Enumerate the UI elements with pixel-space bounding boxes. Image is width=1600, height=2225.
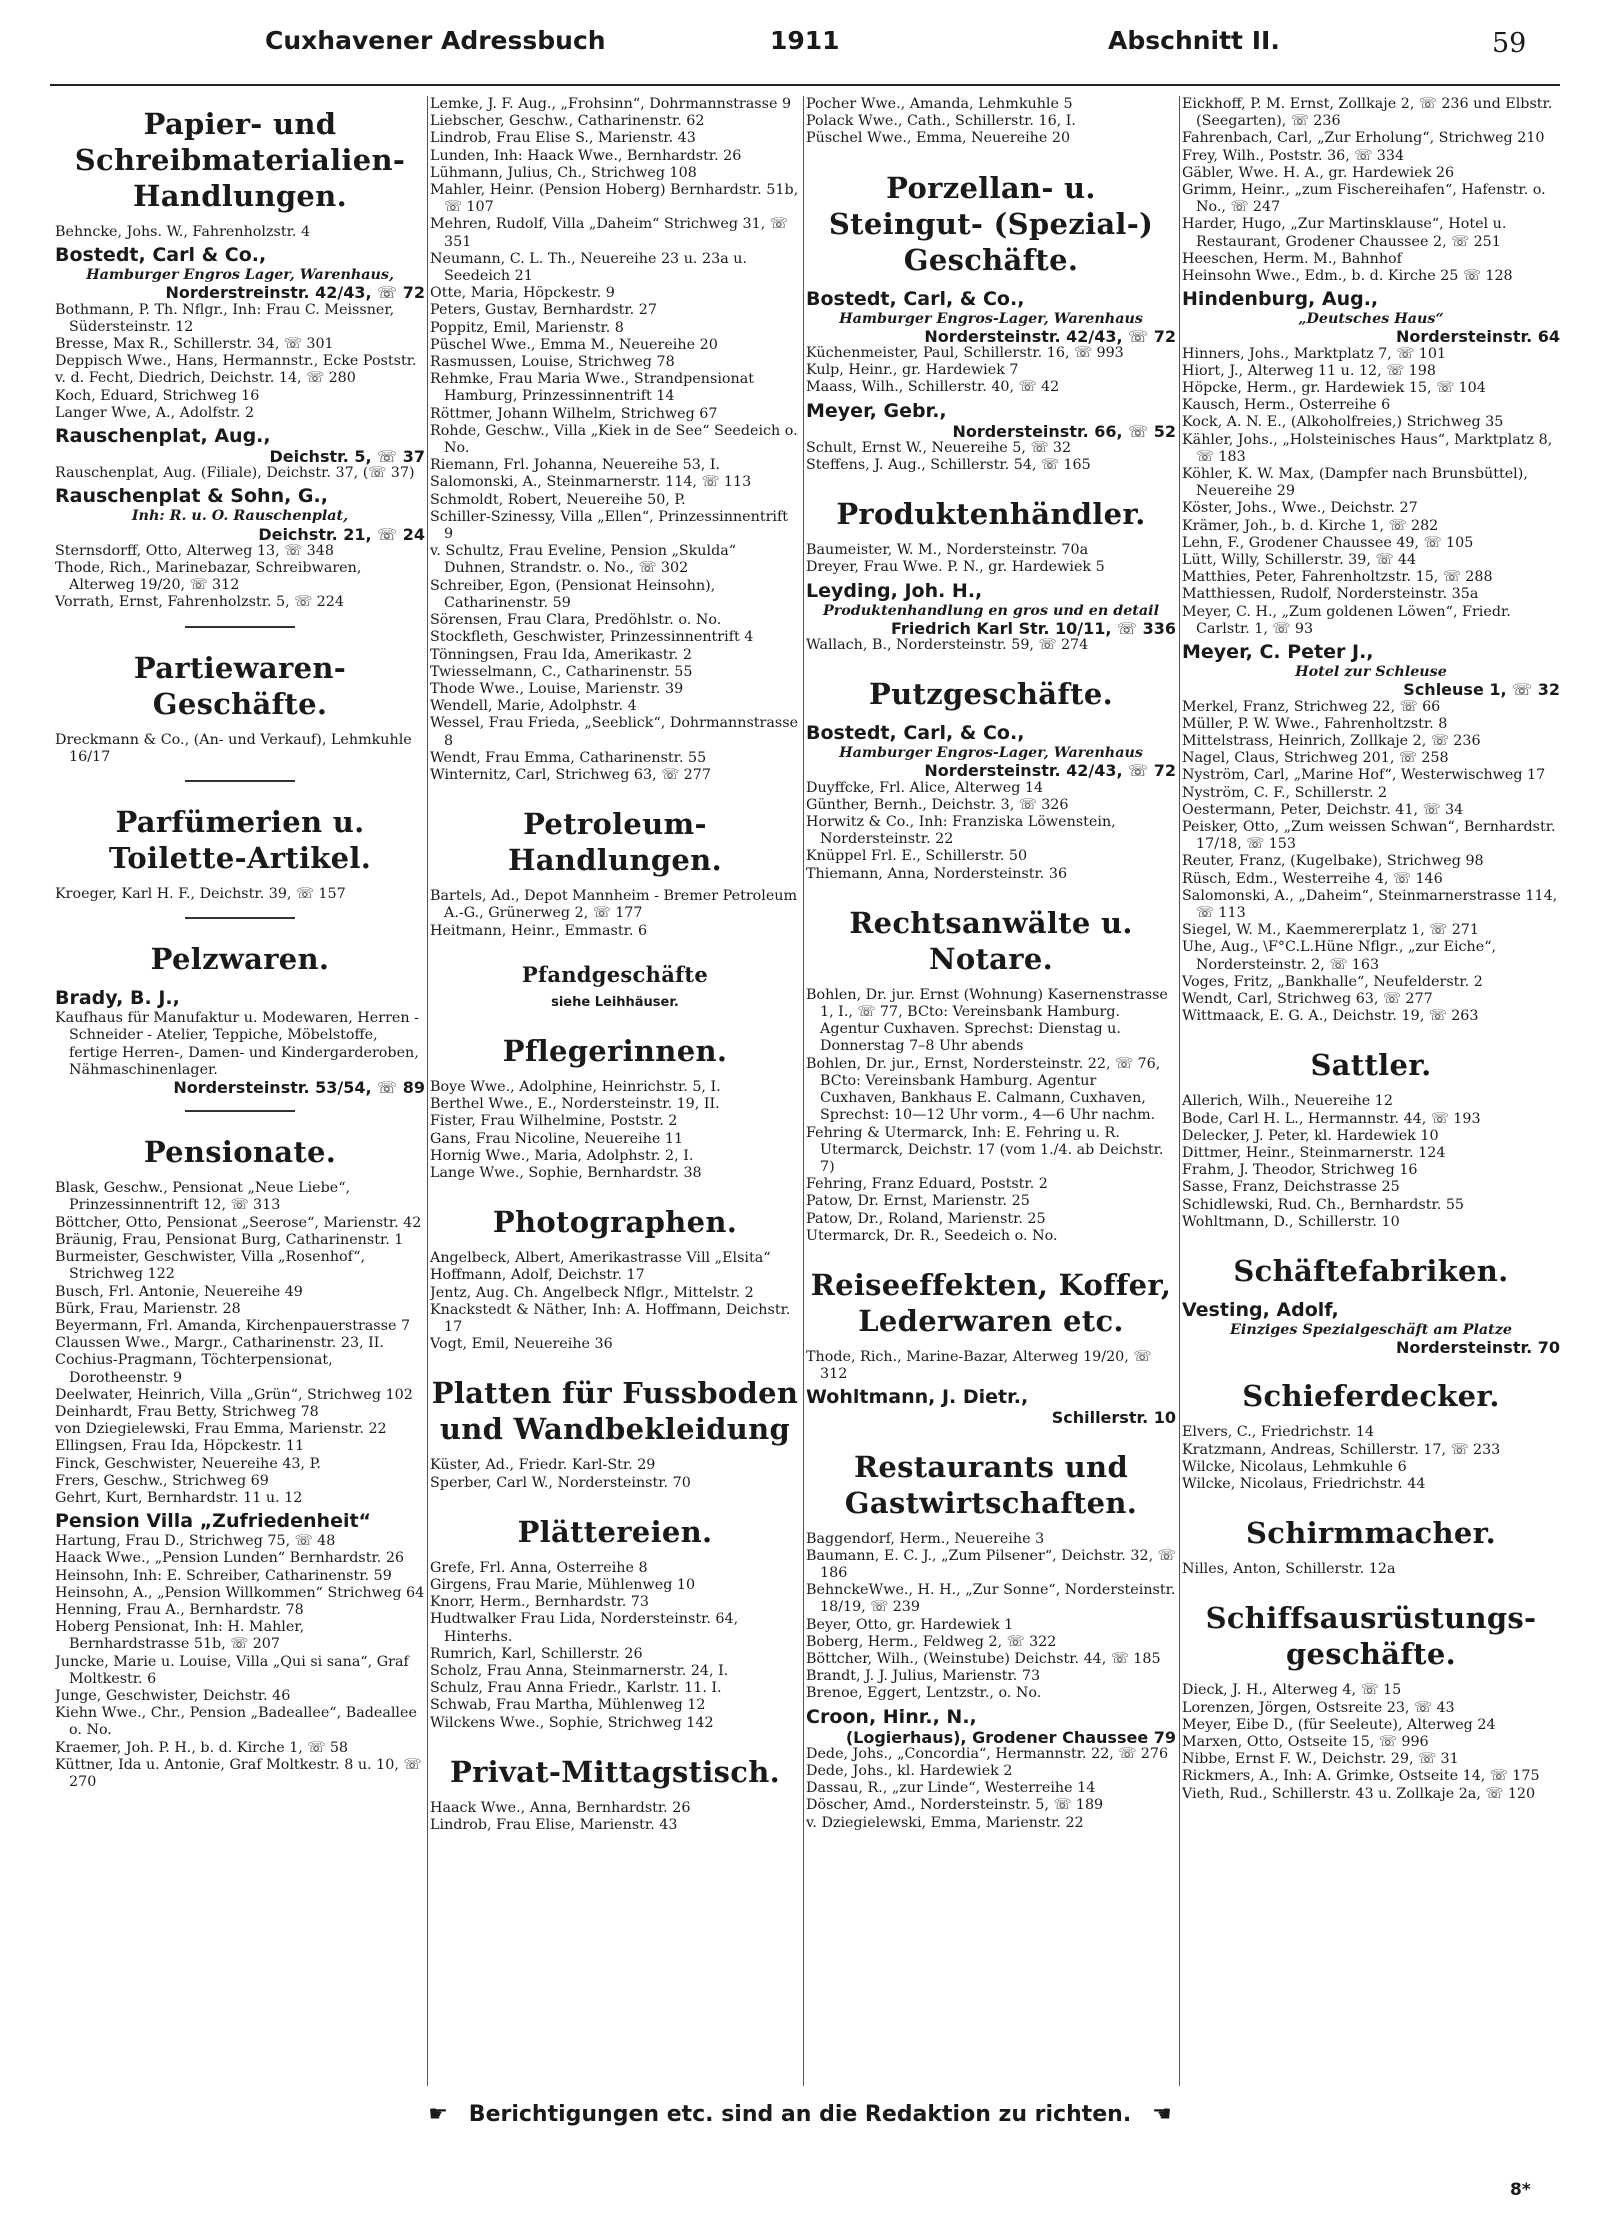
firm-description: Hotel zur Schleuse xyxy=(1295,664,1447,681)
directory-entry: Deppisch Wwe., Hans, Hermannstr., Ecke Poststr. xyxy=(55,353,417,370)
directory-entry: Günther, Bernh., Deichstr. 3, ☏ 326 xyxy=(806,796,1069,813)
directory-entry: Rohde, Geschw., Villa „Kiek in de See“ Seedeich o. No. xyxy=(430,422,798,457)
firm-description: Hamburger Engros Lager, Warenhaus, xyxy=(86,267,394,284)
directory-entry: v. Schultz, Frau Eveline, Pension „Skulda“ Duhnen, Strandstr. o. No., ☏ 302 xyxy=(430,543,737,577)
section-heading: Schieferdecker. xyxy=(1242,1379,1500,1414)
directory-entry: Baggendorf, Herm., Neuereihe 3 xyxy=(806,1530,1045,1547)
directory-entry: Dieck, J. H., Alterweg 4, ☏ 15 xyxy=(1182,1682,1402,1699)
directory-entry: Hinners, Johs., Marktplatz 7, ☏ 101 xyxy=(1182,345,1447,362)
firm-description: „Deutsches Haus“ xyxy=(1298,311,1444,328)
directory-entry: Köster, Johs., Wwe., Deichstr. 27 xyxy=(1182,500,1418,517)
page-number: 59 xyxy=(1492,28,1527,59)
directory-entry: Blask, Geschw., Pensionat „Neue Liebe“, Prinzessinnentrift 12, ☏ 313 xyxy=(55,1180,351,1214)
directory-entry: Bartels, Ad., Depot Mannheim - Bremer Petroleum A.-G., Grünerweg 2, ☏ 177 xyxy=(430,888,798,922)
firm-address: Deichstr. 21, ☏ 24 xyxy=(258,524,425,544)
firm-name: Meyer, Gebr., xyxy=(806,399,947,422)
directory-entry: Lütt, Willy, Schillerstr. 39, ☏ 44 xyxy=(1182,552,1417,569)
directory-entry: Mittelstrass, Heinrich, Zollkaje 2, ☏ 236 xyxy=(1182,732,1481,749)
directory-entry: Duyffcke, Frl. Alice, Alterweg 14 xyxy=(806,779,1044,796)
section-heading: Rechtsanwälte u. Notare. xyxy=(849,905,1133,976)
directory-entry: Fahrenbach, Carl, „Zur Erholung“, Strichweg 210 xyxy=(1182,130,1545,147)
section-heading: Platten für Fussboden und Wandbekleidung xyxy=(431,1376,799,1447)
directory-entry: Pocher Wwe., Amanda, Lehmkuhle 5 xyxy=(806,96,1073,112)
directory-entry: Koch, Eduard, Strichweg 16 xyxy=(55,387,260,404)
directory-entry: Poppitz, Emil, Marienstr. 8 xyxy=(430,319,624,336)
firm-name: Rauschenplat, Aug., xyxy=(55,425,271,448)
firm-name: Wohltmann, J. Dietr., xyxy=(806,1386,1029,1409)
directory-entry: Beyermann, Frl. Amanda, Kirchenpauerstrasse 7 xyxy=(55,1317,411,1334)
directory-entry: Liebscher, Geschw., Catharinenstr. 62 xyxy=(430,113,705,130)
directory-entry: Grimm, Heinr., „zum Fischereihafen“, Hafenstr. o. No., ☏ 247 xyxy=(1182,182,1546,216)
directory-entry: Hoffmann, Adolf, Deichstr. 17 xyxy=(430,1267,645,1284)
firm-address: Nordersteinstr. 42/43, ☏ 72 xyxy=(924,761,1176,781)
directory-entry: Wallach, B., Nordersteinstr. 59, ☏ 274 xyxy=(806,637,1089,654)
directory-entry: Fehring, Franz Eduard, Poststr. 2 xyxy=(806,1176,1048,1193)
directory-entry: Heinsohn, Inh: E. Schreiber, Catharinenstr. 59 xyxy=(55,1567,392,1584)
directory-entry: Brandt, J. J. Julius, Marienstr. 73 xyxy=(806,1668,1041,1685)
directory-entry: Girgens, Frau Marie, Mühlenweg 10 xyxy=(430,1576,696,1593)
header-rule xyxy=(50,84,1560,86)
directory-entry: Kausch, Herm., Osterreihe 6 xyxy=(1182,397,1391,414)
directory-entry: Rickmers, A., Inh: A. Grimke, Ostseite 14, ☏ 175 xyxy=(1182,1768,1540,1785)
directory-entry: Baumann, E. C. J., „Zum Pilsener“, Deichstr. 32, ☏ 186 xyxy=(806,1547,1176,1581)
directory-entry: Lühmann, Julius, Ch., Strichweg 108 xyxy=(430,164,697,181)
directory-entry: Knüppel Frl. E., Schillerstr. 50 xyxy=(806,848,1028,865)
directory-entry: Wendt, Frau Emma, Catharinenstr. 55 xyxy=(430,749,707,766)
section-heading: Photographen. xyxy=(492,1205,738,1240)
column-divider xyxy=(803,96,804,2086)
directory-entry: Dittmer, Heinr., Steinmarnerstr. 124 xyxy=(1182,1144,1446,1161)
section-heading: Sattler. xyxy=(1310,1048,1432,1083)
book-title: Cuxhavener Adressbuch xyxy=(265,26,606,55)
column-divider xyxy=(427,96,428,2086)
directory-entry: Voges, Fritz, „Bankhalle“, Neufelderstr. 2 xyxy=(1182,973,1483,990)
directory-entry: Fister, Frau Wilhelmine, Poststr. 2 xyxy=(430,1113,678,1130)
directory-entry: Dede, Johs., kl. Hardewiek 2 xyxy=(806,1762,1013,1779)
column-3 xyxy=(806,96,1176,2086)
directory-entry: Jentz, Aug. Ch. Angelbeck Nflgr., Mittelstr. 2 xyxy=(430,1284,754,1301)
pointing-hand-icon: ☚ xyxy=(1152,2102,1172,2127)
directory-entry: Meyer, Eibe D., (für Seeleute), Alterweg 24 xyxy=(1182,1716,1496,1733)
directory-entry: Neumann, C. L. Th., Neuereihe 23 u. 23a u. Seedeich 21 xyxy=(430,250,748,285)
firm-description: Inh: R. u. O. Rauschenplat, xyxy=(131,508,349,525)
directory-entry: Wilckens Wwe., Sophie, Strichweg 142 xyxy=(430,1714,714,1731)
directory-entry: Patow, Dr., Roland, Marienstr. 25 xyxy=(806,1210,1046,1227)
section-heading: Schiffsausrüstungs-geschäfte. xyxy=(1205,1601,1537,1672)
directory-entry: Vorrath, Ernst, Fahrenholzstr. 5, ☏ 224 xyxy=(55,594,344,611)
directory-entry: Steffens, J. Aug., Schillerstr. 54, ☏ 165 xyxy=(806,457,1091,474)
directory-entry: Bohlen, Dr. jur., Ernst, Nordersteinstr. 22, ☏ 76, BCto: Vereinsbank Hamburg. Agentur Cuxhaven, Bankhaus E. Calmann, Cuxhaven, Sprechst: 10—12 Uhr vorm., 4—6 Uhr nachm. xyxy=(806,1055,1161,1124)
directory-entry: Lehn, F., Grodener Chaussee 49, ☏ 105 xyxy=(1182,534,1474,551)
directory-entry: Boberg, Herm., Feldweg 2, ☏ 322 xyxy=(806,1633,1057,1650)
directory-entry: Twiesselmann, C., Catharinenstr. 55 xyxy=(430,663,693,680)
directory-entry: Krämer, Joh., b. d. Kirche 1, ☏ 282 xyxy=(1182,517,1439,534)
directory-entry: Lindrob, Frau Elise S., Marienstr. 43 xyxy=(430,130,696,147)
firm-name: Bostedt, Carl & Co., xyxy=(55,244,267,267)
directory-entry: Nyström, Carl, „Marine Hof“, Westerwischweg 17 xyxy=(1182,767,1546,784)
directory-entry: Grefe, Frl. Anna, Osterreihe 8 xyxy=(430,1559,648,1576)
directory-entry: Winternitz, Carl, Strichweg 63, ☏ 277 xyxy=(430,766,711,783)
directory-entry: Matthiessen, Rudolf, Nordersteinstr. 35a xyxy=(1182,586,1479,603)
directory-entry: Vogt, Emil, Neuereihe 36 xyxy=(430,1336,613,1353)
directory-entry: Patow, Dr. Ernst, Marienstr. 25 xyxy=(806,1193,1030,1210)
directory-entry: Siegel, W. M., Kaemmererplatz 1, ☏ 271 xyxy=(1182,922,1479,939)
directory-entry: BehnckeWwe., H. H., „Zur Sonne“, Nordersteinstr. 18/19, ☏ 239 xyxy=(806,1582,1176,1616)
column-1 xyxy=(55,96,425,2086)
directory-entry: Juncke, Marie u. Louise, Villa „Qui si sana“, Graf Moltkestr. 6 xyxy=(55,1653,409,1687)
section-heading: Petroleum-Handlungen. xyxy=(508,807,722,878)
directory-entry: Angelbeck, Albert, Amerikastrasse Vill „Elsita“ xyxy=(430,1250,771,1267)
directory-entry: Hudtwalker Frau Lida, Nordersteinstr. 64, Hinterhs. xyxy=(430,1611,739,1645)
section-rule xyxy=(185,780,295,782)
directory-entry: Bresse, Max R., Schillerstr. 34, ☏ 301 xyxy=(55,336,334,353)
directory-entry: Nagel, Claus, Strichweg 201, ☏ 258 xyxy=(1182,750,1449,767)
directory-entry: Salomonski, A., „Daheim“, Steinmarnerstrasse 114, ☏ 113 xyxy=(1182,887,1558,921)
section-heading: Papier- und Schreibmaterialien-Handlungen. xyxy=(74,107,406,213)
section-heading: Putzgeschäfte. xyxy=(869,677,1113,712)
directory-entry: Kroeger, Karl H. F., Deichstr. 39, ☏ 157 xyxy=(55,886,346,903)
firm-name: Croon, Hinr., N., xyxy=(806,1705,977,1728)
directory-entry: Berthel Wwe., E., Nordersteinstr. 19, II. xyxy=(430,1096,720,1113)
directory-entry: Allerich, Wilh., Neuereihe 12 xyxy=(1182,1093,1393,1110)
directory-entry: Baumeister, W. M., Nordersteinstr. 70a xyxy=(806,542,1089,559)
section-heading: Parfümerien u. Toilette-Artikel. xyxy=(108,805,372,876)
directory-entry: Köhler, K. W. Max, (Dampfer nach Brunsbüttel), Neuereihe 29 xyxy=(1182,466,1528,500)
directory-entry: Thode Wwe., Louise, Marienstr. 39 xyxy=(430,680,684,697)
directory-entry: Frey, Wilh., Poststr. 36, ☏ 334 xyxy=(1182,147,1405,164)
firm-address: Schillerstr. 10 xyxy=(1051,1408,1176,1428)
directory-entry: Heeschen, Herm. M., Bahnhof xyxy=(1182,250,1402,267)
directory-entry: v. Dziegielewski, Emma, Marienstr. 22 xyxy=(806,1814,1084,1831)
directory-entry: Beyer, Otto, gr. Hardewiek 1 xyxy=(806,1616,1014,1633)
footer-text: Berichtigungen etc. sind an die Redaktion zu richten. xyxy=(468,2102,1132,2127)
firm-address: Nordersteinstr. 53/54, ☏ 89 xyxy=(173,1078,425,1098)
firm-address: Norderstreinstr. 42/43, ☏ 72 xyxy=(165,283,425,303)
firm-name: Hindenburg, Aug., xyxy=(1182,288,1379,311)
firm-name: Leyding, Joh. H., xyxy=(806,579,983,602)
directory-entry: Schulz, Frau Anna Friedr., Karlstr. 11. I. xyxy=(430,1680,722,1697)
directory-entry: Gäbler, Wwe. H. A., gr. Hardewiek 26 xyxy=(1182,164,1455,181)
directory-entry: v. d. Fecht, Diedrich, Deichstr. 14, ☏ 280 xyxy=(55,370,356,387)
section-heading: Pensionate. xyxy=(143,1135,337,1170)
directory-entry: Rehmke, Frau Maria Wwe., Strandpensionat Hamburg, Prinzessinnentrift 14 xyxy=(430,371,754,405)
firm-address: (Logierhaus), Grodener Chaussee 79 xyxy=(845,1727,1176,1747)
directory-entry: Utermarck, Dr. R., Seedeich o. No. xyxy=(806,1227,1058,1244)
section-heading: Pfandgeschäfte xyxy=(521,961,709,987)
firm-address: Nordersteinstr. 64 xyxy=(1395,327,1560,347)
directory-entry: Frahm, J. Theodor, Strichweg 16 xyxy=(1182,1162,1418,1179)
directory-entry: Cochius-Pragmann, Töchterpensionat, Dorotheenstr. 9 xyxy=(55,1352,333,1386)
directory-entry: Kiehn Wwe., Chr., Pension „Badeallee“, Badeallee o. No. xyxy=(55,1705,417,1739)
directory-entry: Merkel, Franz, Strichweg 22, ☏ 66 xyxy=(1182,698,1441,715)
directory-entry: Tönningsen, Frau Ida, Amerikastr. 2 xyxy=(430,646,692,663)
directory-entry: Thode, Rich., Marinebazar, Schreibwaren, Alterweg 19/20, ☏ 312 xyxy=(55,560,362,594)
section-heading: Privat-Mittagstisch. xyxy=(449,1754,781,1789)
directory-entry: Sperber, Carl W., Nordersteinstr. 70 xyxy=(430,1474,691,1491)
firm-description: Hamburger Engros-Lager, Warenhaus xyxy=(839,310,1143,327)
section-heading: Schäftefabriken. xyxy=(1233,1253,1509,1288)
section-heading: Pflegerinnen. xyxy=(502,1033,728,1068)
directory-entry: Kock, A. N. E., (Alkoholfreies,) Strichweg 35 xyxy=(1182,414,1504,431)
directory-entry: Dreckmann & Co., (An- und Verkauf), Lehmkuhle 16/17 xyxy=(55,731,412,765)
directory-entry: Bürk, Frau, Marienstr. 28 xyxy=(55,1300,241,1317)
section-heading: Reiseeffekten, Koffer, Lederwaren etc. xyxy=(810,1267,1172,1338)
directory-entry: Knackstedt & Näther, Inh: A. Hoffmann, Deichstr. 17 xyxy=(430,1301,791,1335)
directory-entry: Wittmaack, E. G. A., Deichstr. 19, ☏ 263 xyxy=(1182,1008,1479,1025)
directory-entry: Vieth, Rud., Schillerstr. 43 u. Zollkaje 2a, ☏ 120 xyxy=(1182,1785,1536,1802)
directory-entry: Schidlewski, Rud. Ch., Bernhardstr. 55 xyxy=(1182,1196,1465,1213)
directory-entry: Peters, Gustav, Bernhardstr. 27 xyxy=(430,302,657,319)
directory-entry: Püschel Wwe., Emma, Neuereihe 20 xyxy=(806,130,1071,147)
directory-entry: Bräunig, Frau, Pensionat Burg, Catharinenstr. 1 xyxy=(55,1231,404,1248)
section-heading: Schirmmacher. xyxy=(1246,1516,1496,1551)
directory-entry: Behncke, Johs. W., Fahrenholzstr. 4 xyxy=(55,224,311,240)
firm-description: Hamburger Engros-Lager, Warenhaus xyxy=(839,745,1143,762)
directory-entry: Deelwater, Heinrich, Villa „Grün“, Strichweg 102 xyxy=(55,1386,413,1403)
directory-entry: Riemann, Frl. Johanna, Neuereihe 53, I. xyxy=(430,457,721,474)
directory-entry: Küchenmeister, Paul, Schillerstr. 16, ☏ 993 xyxy=(806,345,1124,362)
directory-entry: Püschel Wwe., Emma M., Neuereihe 20 xyxy=(430,336,718,353)
pointing-hand-icon: ☛ xyxy=(428,2102,448,2127)
directory-entry: Otte, Maria, Höpckestr. 9 xyxy=(430,285,615,302)
directory-entry: Lange Wwe., Sophie, Bernhardstr. 38 xyxy=(430,1164,702,1181)
directory-entry: Schiller-Szinessy, Villa „Ellen“, Prinzessinnentrift 9 xyxy=(430,508,789,543)
directory-entry: Burmeister, Geschwister, Villa „Rosenhof“, Strichweg 122 xyxy=(55,1249,366,1283)
firm-address: Schleuse 1, ☏ 32 xyxy=(1403,680,1560,700)
directory-entry: Bohlen, Dr. jur. Ernst (Wohnung) Kasernenstrasse 1, I., ☏ 77, BCto: Vereinsbank Hamburg. Agentur Cuxhaven. Sprechst: Dienstag u. Donnerstag 7–8 Uhr abends xyxy=(806,986,1168,1055)
directory-entry: Mahler, Heinr. (Pension Hoberg) Bernhardstr. 51b, ☏ 107 xyxy=(430,182,799,216)
column-divider xyxy=(1179,96,1180,2086)
section-rule xyxy=(185,1110,295,1112)
directory-entry: Wilcke, Nicolaus, Friedrichstr. 44 xyxy=(1182,1476,1426,1492)
directory-entry: Elvers, C., Friedrichstr. 14 xyxy=(1182,1424,1375,1441)
directory-entry: Kulp, Heinr., gr. Hardewiek 7 xyxy=(806,362,1019,379)
directory-entry: Langer Wwe, A., Adolfstr. 2 xyxy=(55,404,255,421)
directory-entry: Sörensen, Frau Clara, Predöhlstr. o. No. xyxy=(430,612,722,629)
directory-entry: Heitmann, Heinr., Emmastr. 6 xyxy=(430,922,648,939)
section-crossref: siehe Leihhäuser. xyxy=(551,994,679,1010)
firm-name: Vesting, Adolf, xyxy=(1182,1298,1339,1321)
directory-entry: Schult, Ernst W., Neuereihe 5, ☏ 32 xyxy=(806,439,1072,456)
directory-entry: Döscher, Amd., Nordersteinstr. 5, ☏ 189 xyxy=(806,1797,1104,1814)
directory-entry: Lemke, J. F. Aug., „Frohsinn“, Dohrmannstrasse 9 xyxy=(430,96,792,112)
directory-entry: Nyström, C. F., Schillerstr. 2 xyxy=(1182,784,1388,801)
directory-entry: Peisker, Otto, „Zum weissen Schwan“, Bernhardstr. 17/18, ☏ 153 xyxy=(1182,818,1556,853)
directory-entry: Mehren, Rudolf, Villa „Daheim“ Strichweg 31, ☏ 351 xyxy=(430,216,788,250)
directory-entry: Gehrt, Kurt, Bernhardstr. 11 u. 12 xyxy=(55,1489,303,1506)
section-heading: Produktenhändler. xyxy=(836,497,1146,532)
firm-name: Brady, B. J., xyxy=(55,987,180,1010)
firm-address: Nordersteinstr. 66, ☏ 52 xyxy=(952,421,1176,441)
directory-entry: Gans, Frau Nicoline, Neuereihe 11 xyxy=(430,1130,684,1147)
directory-entry: Schmoldt, Robert, Neuereihe 50, P. xyxy=(430,491,686,508)
directory-entry: Kratzmann, Andreas, Schillerstr. 17, ☏ 233 xyxy=(1182,1441,1501,1458)
directory-entry: Kaufhaus für Manufaktur u. Modewaren, Herren - Schneider - Atelier, Teppiche, Möbelstoffe, fertige Herren-, Damen- und Kindergarderoben, Nähmaschinenlager. xyxy=(55,1010,419,1078)
section-heading: Partiewaren-Geschäfte. xyxy=(133,650,347,721)
directory-entry: Küster, Ad., Friedr. Karl-Str. 29 xyxy=(430,1457,656,1474)
directory-entry: Maass, Wilh., Schillerstr. 40, ☏ 42 xyxy=(806,379,1060,396)
directory-entry: Thode, Rich., Marine-Bazar, Alterweg 19/20, ☏ 312 xyxy=(806,1348,1152,1383)
directory-entry: Dede, Johs., „Concordia“, Hermannstr. 22, ☏ 276 xyxy=(806,1745,1169,1762)
directory-entry: Bothmann, P. Th. Nflgr., Inh: Frau C. Meissner, Südersteinstr. 12 xyxy=(55,301,395,335)
directory-entry: Eickhoff, P. M. Ernst, Zollkaje 2, ☏ 236 und Elbstr. (Seegarten), ☏ 236 xyxy=(1182,96,1553,130)
directory-entry: Fehring & Utermarck, Inh: E. Fehring u. R. Utermarck, Deichstr. 17 (vom 1./4. ab Deichstr. 7) xyxy=(806,1124,1164,1175)
directory-entry: Schwab, Frau Martha, Mühlenweg 12 xyxy=(430,1697,706,1714)
year: 1911 xyxy=(770,26,840,55)
firm-address: Nordersteinstr. 70 xyxy=(1395,1338,1560,1358)
directory-entry: Böttcher, Otto, Pensionat „Seerose“, Marienstr. 42 xyxy=(55,1214,422,1231)
firm-name: Bostedt, Carl, & Co., xyxy=(806,722,1025,745)
directory-entry: Haack Wwe., Anna, Bernhardstr. 26 xyxy=(430,1799,691,1816)
directory-entry: Meyer, C. H., „Zum goldenen Löwen“, Friedr. Carlstr. 1, ☏ 93 xyxy=(1182,603,1511,637)
section-rule xyxy=(185,917,295,919)
directory-entry: Wohltmann, D., Schillerstr. 10 xyxy=(1182,1213,1400,1230)
section-heading: Restaurants und Gastwirtschaften. xyxy=(844,1449,1138,1520)
column-2 xyxy=(430,96,800,2086)
directory-entry: Delecker, J. Peter, kl. Hardewiek 10 xyxy=(1182,1127,1439,1144)
directory-entry: Kraemer, Joh. P. H., b. d. Kirche 1, ☏ 58 xyxy=(55,1739,349,1756)
footer-notice xyxy=(0,2102,1600,2127)
directory-entry: Dreyer, Frau Wwe. P. N., gr. Hardewiek 5 xyxy=(806,559,1105,576)
directory-entry: Wilcke, Nicolaus, Lehmkuhle 6 xyxy=(1182,1458,1407,1475)
directory-entry: Ellingsen, Frau Ida, Höpckestr. 11 xyxy=(55,1438,305,1455)
directory-entry: Hoberg Pensionat, Inh: H. Mahler, Bernhardstrasse 51b, ☏ 207 xyxy=(55,1619,305,1653)
section-heading: Plättereien. xyxy=(517,1514,713,1549)
directory-entry: Brenoe, Eggert, Lentzstr., o. No. xyxy=(806,1685,1042,1702)
directory-entry: Böttcher, Wilh., (Weinstube) Deichstr. 44, ☏ 185 xyxy=(806,1650,1161,1667)
directory-entry: Rüsch, Edm., Westerreihe 4, ☏ 146 xyxy=(1182,870,1443,887)
directory-entry: Harder, Hugo, „Zur Martinsklause“, Hotel u. Restaurant, Grodener Chaussee 2, ☏ 251 xyxy=(1182,216,1507,250)
directory-entry: Haack Wwe., „Pension Lunden“ Bernhardstr. 26 xyxy=(55,1550,405,1567)
directory-entry: Schreiber, Egon, (Pensionat Heinsohn), Catharinenstr. 59 xyxy=(430,577,716,611)
directory-entry: Busch, Frl. Antonie, Neuereihe 49 xyxy=(55,1283,303,1300)
directory-entry: Scholz, Frau Anna, Steinmarnerstr. 24, I. xyxy=(430,1663,729,1679)
directory-entry: Polack Wwe., Cath., Schillerstr. 16, I. xyxy=(806,113,1076,130)
directory-entry: Nilles, Anton, Schillerstr. 12a xyxy=(1182,1561,1396,1578)
directory-entry: Frers, Geschw., Strichweg 69 xyxy=(55,1472,269,1489)
directory-entry: Hartung, Frau D., Strichweg 75, ☏ 48 xyxy=(55,1533,336,1550)
directory-entry: Deinhardt, Frau Betty, Strichweg 78 xyxy=(55,1403,319,1420)
directory-entry: Horwitz & Co., Inh: Franziska Löwenstein, Nordersteinstr. 22 xyxy=(806,814,1116,848)
firm-name: Rauschenplat & Sohn, G., xyxy=(55,485,328,508)
firm-address: Friedrich Karl Str. 10/11, ☏ 336 xyxy=(891,618,1176,638)
directory-entry: Oestermann, Peter, Deichstr. 41, ☏ 34 xyxy=(1182,801,1464,818)
directory-entry: Rumrich, Karl, Schillerstr. 26 xyxy=(430,1645,643,1662)
directory-entry: Nibbe, Ernst F. W., Deichstr. 29, ☏ 31 xyxy=(1182,1751,1459,1768)
column-4 xyxy=(1182,96,1560,2086)
directory-entry: Müller, P. W. Wwe., Fahrenholtzstr. 8 xyxy=(1182,715,1448,732)
directory-entry: von Dziegielewski, Frau Emma, Marienstr. 22 xyxy=(55,1421,387,1438)
directory-entry: Küttner, Ida u. Antonie, Graf Moltkestr. 8 u. 10, ☏ 270 xyxy=(55,1756,422,1790)
directory-entry: Wendell, Marie, Adolphstr. 4 xyxy=(430,698,637,715)
directory-entry: Hornig Wwe., Maria, Adolphstr. 2, I. xyxy=(430,1147,694,1164)
directory-entry: Heinsohn, A., „Pension Willkommen“ Strichweg 64 xyxy=(55,1584,425,1601)
directory-entry: Kähler, Johs., „Holsteinisches Haus“, Marktplatz 8, ☏ 183 xyxy=(1182,431,1553,465)
directory-entry: Heinsohn Wwe., Edm., b. d. Kirche 25 ☏ 128 xyxy=(1182,268,1513,285)
section-heading: Porzellan- u. Steingut- (Spezial-) Geschäfte. xyxy=(828,170,1154,277)
directory-entry: Dassau, R., „zur Linde“, Westerreihe 14 xyxy=(806,1780,1096,1797)
directory-entry: Boye Wwe., Adolphine, Heinrichstr. 5, I. xyxy=(430,1078,721,1095)
directory-entry: Matthies, Peter, Fahrenholtzstr. 15, ☏ 288 xyxy=(1182,569,1493,586)
directory-entry: Knorr, Herm., Bernhardstr. 73 xyxy=(430,1594,649,1611)
firm-name: Pension Villa „Zufriedenheit“ xyxy=(55,1510,372,1533)
directory-entry: Röttmer, Johann Wilhelm, Strichweg 67 xyxy=(430,405,718,422)
firm-address: Deichstr. 5, ☏ 37 xyxy=(269,447,425,467)
directory-entry: Lunden, Inh: Haack Wwe., Bernhardstr. 26 xyxy=(430,147,742,164)
firm-address: Nordersteinstr. 42/43, ☏ 72 xyxy=(924,326,1176,346)
section-rule xyxy=(185,626,295,628)
directory-entry: Bode, Carl H. L., Hermannstr. 44, ☏ 193 xyxy=(1182,1110,1481,1127)
firm-name: Bostedt, Carl, & Co., xyxy=(806,287,1025,310)
directory-entry: Junge, Geschwister, Deichstr. 46 xyxy=(55,1687,291,1704)
directory-entry: Thiemann, Anna, Nordersteinstr. 36 xyxy=(806,865,1068,882)
directory-entry: Sternsdorff, Otto, Alterweg 13, ☏ 348 xyxy=(55,542,334,559)
firm-description: Einziges Spezialgeschäft am Platze xyxy=(1230,1321,1512,1338)
directory-entry: Höpcke, Herm., gr. Hardewiek 15, ☏ 104 xyxy=(1182,380,1486,397)
firm-name: Meyer, C. Peter J., xyxy=(1182,641,1374,664)
directory-entry: Finck, Geschwister, Neuereihe 43, P. xyxy=(55,1455,321,1472)
directory-entry: Hiort, J., Alterweg 11 u. 12, ☏ 198 xyxy=(1182,362,1436,379)
directory-entry: Rauschenplat, Aug. (Filiale), Deichstr. 37, (☏ 37) xyxy=(55,465,415,482)
directory-entry: Salomonski, A., Steinmarnerstr. 114, ☏ 113 xyxy=(430,474,752,491)
directory-entry: Reuter, Franz, (Kugelbake), Strichweg 98 xyxy=(1182,853,1484,870)
directory-entry: Stockfleth, Geschwister, Prinzessinnentrift 4 xyxy=(430,629,754,646)
section-heading: Pelzwaren. xyxy=(150,942,330,977)
directory-entry: Lorenzen, Jörgen, Ostsreite 23, ☏ 43 xyxy=(1182,1699,1455,1716)
directory-entry: Rasmussen, Louise, Strichweg 78 xyxy=(430,354,675,371)
section-label: Abschnitt II. xyxy=(1108,26,1280,55)
firm-description: Produktenhandlung en gros und en detail xyxy=(822,602,1160,619)
directory-entry: Wendt, Carl, Strichweg 63, ☏ 277 xyxy=(1182,990,1433,1007)
directory-entry: Wessel, Frau Frieda, „Seeblick“, Dohrmannstrasse 8 xyxy=(430,715,799,749)
directory-entry: Uhe, Aug., \F°C.L.Hüne Nflgr., „zur Eiche“, Nordersteinstr. 2, ☏ 163 xyxy=(1182,939,1497,973)
directory-entry: Lindrob, Frau Elise, Marienstr. 43 xyxy=(430,1817,678,1834)
directory-entry: Henning, Frau A., Bernhardstr. 78 xyxy=(55,1601,304,1618)
directory-entry: Claussen Wwe., Margr., Catharinenstr. 23, II. xyxy=(55,1335,384,1352)
page-header xyxy=(0,0,1600,80)
directory-entry: Marxen, Otto, Ostseite 15, ☏ 996 xyxy=(1182,1734,1429,1751)
directory-entry: Sasse, Franz, Deichstrasse 25 xyxy=(1182,1179,1400,1196)
signature-mark: 8* xyxy=(1510,2180,1531,2200)
